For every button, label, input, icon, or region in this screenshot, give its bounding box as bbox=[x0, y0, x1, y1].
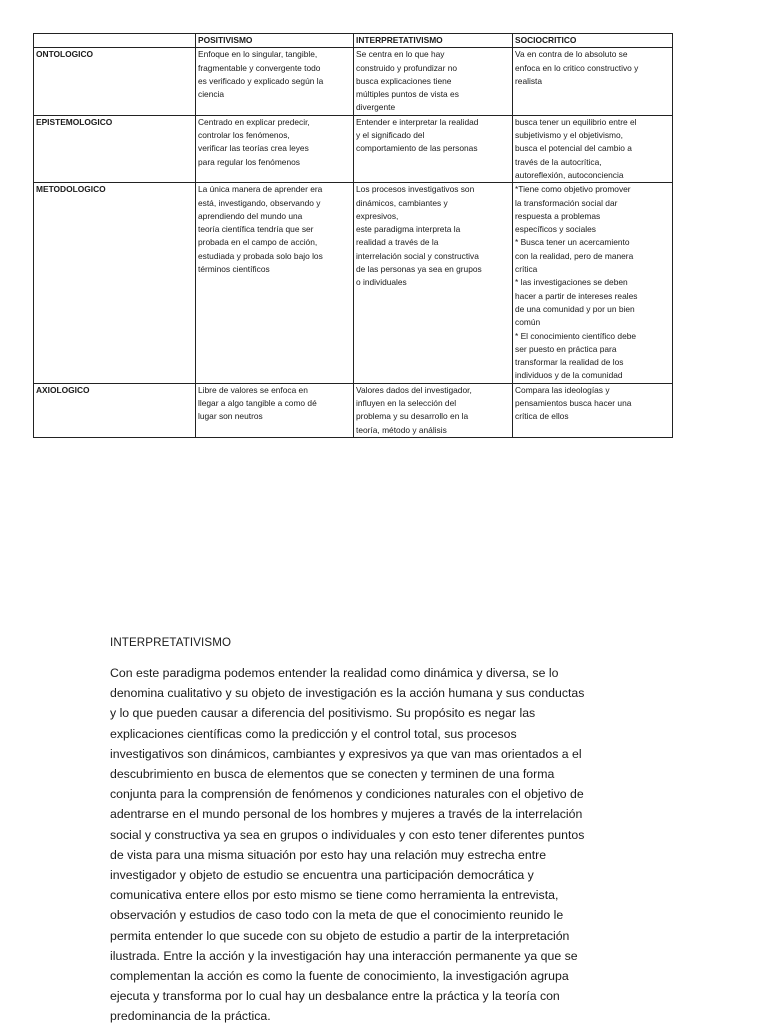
table-cell: busca tener un equilibrio entre el subjetivismo y el objetivismo, busca el potencial del cambio a través de la autocrítica, autoreflexión, autoconciencia bbox=[513, 115, 673, 182]
table-cell: Se centra en lo que hay construido y profundizar no busca explicaciones tiene múltiples puntos de vista es divergente bbox=[354, 48, 513, 115]
table-row-metodologico bbox=[34, 183, 673, 383]
table-cell: Va en contra de lo absoluto se enfoca en lo critico constructivo y realista bbox=[513, 48, 673, 115]
header-sociocritico: SOCIOCRITICO bbox=[513, 34, 673, 48]
table-cell: Valores dados del investigador, influyen en la selección del problema y su desarrollo en la teoría, método y análisis bbox=[354, 383, 513, 437]
table-cell: Entender e interpretar la realidad y el significado del comportamiento de las personas bbox=[354, 115, 513, 182]
table-cell: La única manera de aprender era está, investigando, observando y aprendiendo del mundo una teoría científica tendría que ser probada en el campo de acción, estudiada y probada solo bajo los términos científicos bbox=[196, 183, 354, 383]
header-positivismo: POSITIVISMO bbox=[196, 34, 354, 48]
section-body: Con este paradigma podemos entender la realidad como dinámica y diversa, se lo denomina cualitativo y su objeto de investigación es la acción humana y sus conductas y lo que pueden causar a diferencia del positivismo. Su propósito es negar las explicaciones científicas como la predicción y el control total, sus procesos investigativos son dinámicos, cambiantes y expresivos ya que van mas orientados a el descubrimiento en busca de elementos que se conecten y terminen de una forma conjunta para la comprensión de fenómenos y condiciones naturales con el objetivo de adentrarse en el mundo personal de los hombres y mujeres a través de la interrelación social y constructiva ya sea en grupos o individuales y con esto tener diferentes puntos de vista para una misma situación por esto hay una relación muy estrecha entre investigador y objeto de estudio se encuentra una participación democrática y comunicativa entere ellos por esto mismo se tiene como herramienta la entrevista, observación y estudios de caso todo con la meta de que el conocimiento reunido le permita entender lo que sucede con su objeto de estudio a partir de la interpretación ilustrada. Entre la acción y la investigación hay una interacción permanente ya que se complementan la acción es como la fuente de conocimiento, la investigación agrupa ejecuta y transforma por lo cual hay un desbalance entre la práctica y la teoría con predominancia de la práctica. bbox=[110, 666, 585, 1024]
header-empty bbox=[34, 34, 196, 48]
paradigm-comparison-table bbox=[33, 33, 673, 438]
table-cell: Los procesos investigativos son dinámicos, cambiantes y expresivos, este paradigma interpreta la realidad a través de la interrelación social y constructiva de las personas ya sea en grupos o individuales bbox=[354, 183, 513, 383]
table-cell: Compara las ideologías y pensamientos busca hacer una crítica de ellos bbox=[513, 383, 673, 437]
table-row-epistemologico bbox=[34, 115, 673, 182]
header-interpretativismo: INTERPRETATIVISMO bbox=[354, 34, 513, 48]
row-label: ONTOLOGICO bbox=[34, 48, 196, 115]
table-row-ontologico bbox=[34, 48, 673, 115]
row-label: METODOLOGICO bbox=[34, 183, 196, 383]
table-cell: Enfoque en lo singular, tangible, fragmentable y convergente todo es verificado y explicado según la ciencia bbox=[196, 48, 354, 115]
table-header-row bbox=[34, 34, 673, 48]
row-label: AXIOLOGICO bbox=[34, 383, 196, 437]
table-cell: *Tiene como objetivo promover la transformación social dar respuesta a problemas específicos y sociales * Busca tener un acercamiento con la realidad, pero de manera crítica * las investigaciones se deben hacer a partir de intereses reales de una comunidad y por un bien común * El conocimiento científico debe ser puesto en práctica para transformar la realidad de los individuos y de la comunidad bbox=[513, 183, 673, 383]
table-row-axiologico bbox=[34, 383, 673, 437]
row-label: EPISTEMOLOGICO bbox=[34, 115, 196, 182]
table-cell: Libre de valores se enfoca en llegar a algo tangible a como dé lugar son neutros bbox=[196, 383, 354, 437]
interpretativismo-section bbox=[110, 636, 670, 1027]
section-heading: INTERPRETATIVISMO bbox=[110, 636, 232, 649]
table-cell: Centrado en explicar predecir, controlar los fenómenos, verificar las teorías crea leyes para regular los fenómenos bbox=[196, 115, 354, 182]
